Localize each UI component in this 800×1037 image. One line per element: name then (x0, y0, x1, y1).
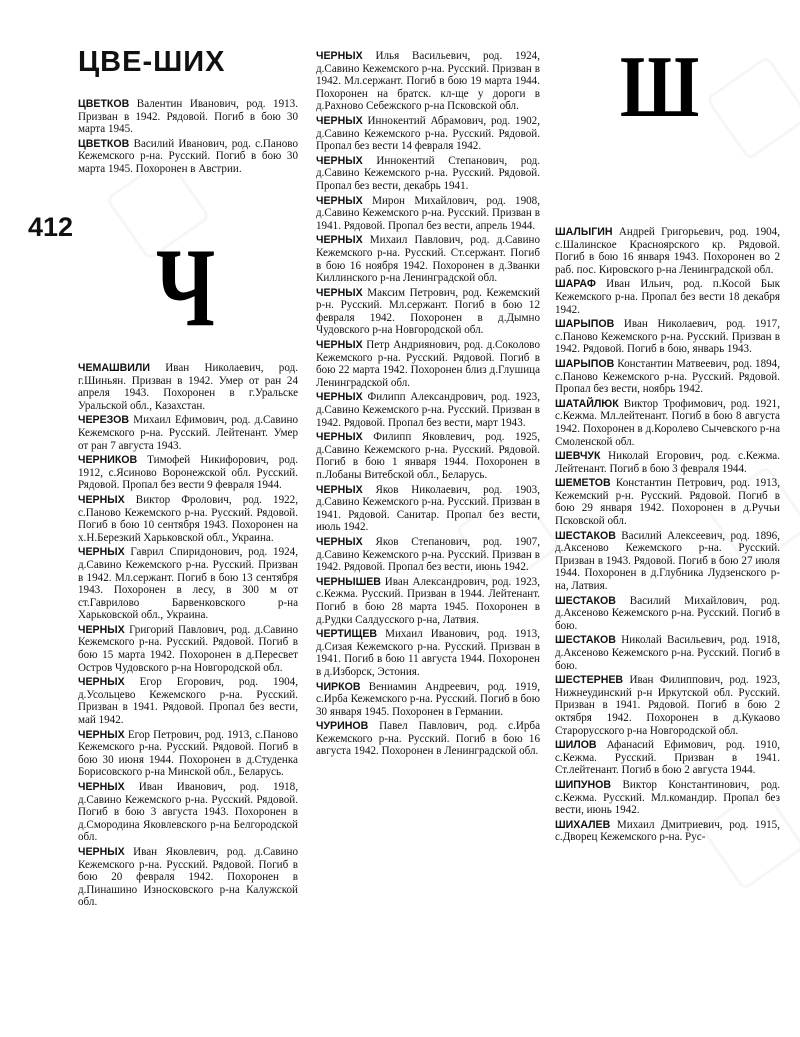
entry-details: Яков Николаевич, род. 1903, д.Савино Кежемского р-на. Русский. Призван в 1941. Рядовой. Санитар. Пропал без вести, июль 1942. (316, 483, 540, 534)
memorial-entry (316, 339, 540, 389)
memorial-entry (78, 546, 298, 622)
entry-surname: ЧЕРНЫХ (316, 50, 363, 62)
entry-details: Константин Матвеевич, род. 1894, с.Паново Кежемского р-на. Русский. Рядовой. Пропал без вести, ноябрь 1942. (555, 357, 780, 396)
entry-surname: ШИПУНОВ (555, 778, 612, 791)
entry-details: Виктор Константинович, род. с.Кежма. Русский. Мл.командир. Пропал без вести, июнь 1942. (555, 778, 780, 817)
entry-details: Андрей Григорьевич, род. 1904, с.Шалинское Красноярского кр. Рядовой. Погиб в бою 16 января 1943. Похоронен во 2 раб. пос. Кировского р-на Ленинградской обл. (555, 226, 780, 276)
memorial-entry (78, 98, 298, 136)
entry-surname: ЧЕРНЫХ (316, 431, 363, 444)
entry-details: Иван Иванович, род. 1918, д.Савино Кежемского р-на. Русский. Рядовой. Погиб в бою 3 августа 1943. Похоронен в д.Смородина Яковлевского р-на Белгородской обл. (78, 781, 298, 844)
column-2 (316, 50, 540, 760)
entry-surname: ЧЕРНЫХ (316, 194, 363, 207)
entry-surname: ЧЕРНЫХ (78, 845, 125, 858)
entry-surname: ЧЕРНЫХ (316, 483, 363, 496)
memorial-entry (555, 450, 780, 475)
entry-details: Вениамин Андреевич, род. 1919, с.Ирба Кежемского р-на. Русский. Погиб в бою 30 января 1945. Похоронен в Германии. (316, 680, 540, 718)
memorial-entry (316, 155, 540, 193)
entry-details: Илья Васильевич, род. 1924, д.Савино Кежемского р-на. Русский. Призван в 1942. Мл.сержант. Погиб в бою 19 марта 1944. Похоронен на братск. кл-ще у дороги в д.Рахново Себежского р-на Псковской обл. (316, 50, 540, 113)
entry-details: Михаил Ефимович, род. д.Савино Кежемского р-на. Русский. Лейтенант. Умер от ран 7 августа 1943. (78, 414, 298, 452)
entry-details: Иннокентий Степанович, род. д.Савино Кежемского р-на. Русский. Рядовой. Пропал без вести, декабрь 1941. (316, 154, 540, 192)
entry-surname: ЧЕРНЫХ (316, 339, 363, 352)
memorial-entry (78, 138, 298, 176)
memorial-entry (555, 530, 780, 593)
entry-details: Петр Андриянович, род. д.Соколово Кежемского р-на. Русский. Рядовой. Погиб в бою 22 марта 1942. Похоронен близ д.Глушица Ленинградской обл. (316, 339, 540, 389)
memorial-entry (555, 595, 780, 633)
entry-details: Иван Николаевич, род. 1917, с.Паново Кежемского р-на. Русский. Призван в 1942. Рядовой. Погиб в бою, январь 1943. (555, 318, 780, 356)
entry-details: Тимофей Никифорович, род. 1912, с.Ясиново Воронежской обл. Русский. Рядовой. Пропал без вести 9 февраля 1944. (78, 454, 298, 492)
memorial-entry (78, 362, 298, 412)
memorial-entry (78, 846, 298, 909)
column-3 (555, 226, 780, 846)
memorial-entry (316, 50, 540, 113)
entry-surname: ШАРЫПОВ (555, 357, 615, 370)
memorial-entry (316, 234, 540, 284)
entry-details: Филипп Александрович, род. 1923, д.Савино Кежемского р-на. Русский. Призван в 1942. Рядовой. Пропал без вести, март 1943. (316, 391, 540, 429)
entry-surname: ЧЕРТИЩЕВ (316, 628, 378, 641)
letter-heading-ch: Ч (156, 226, 216, 350)
page-number: 412 (28, 212, 74, 242)
entry-details: Егор Егорович, род. 1904, д.Усольцево Кежемского р-на. Русский. Призван в 1941. Рядовой. Пропал без вести, май 1942. (78, 676, 298, 727)
entry-details: Иван Яковлевич, род. д.Савино Кежемского р-на. Русский. Рядовой. Погиб в бою 20 февраля 1942. Похоронен в д.Пинашино Износковского р-на Калужской обл. (78, 845, 298, 909)
memorial-entry (555, 674, 780, 737)
entry-details: Иван Николаевич, род. г.Шиньян. Призван в 1942. Умер от ран 24 апреля 1943. Похоронен в г.Уральске Уральской обл., Казахстан. (78, 362, 298, 412)
entry-surname: ШЕВЧУК (555, 450, 601, 463)
entry-surname: ЧЕРНЫХ (316, 234, 363, 247)
entry-surname: ЧЕРНЫХ (316, 286, 363, 299)
entry-details: Филипп Яковлевич, род. 1925, д.Савино Кежемского р-на. Русский. Рядовой. Погиб в бою 1 января 1944. Похоронен в п.Лобаны Витебской обл., Беларусь. (316, 431, 541, 481)
entry-details: Афанасий Ефимович, род. 1910, с.Кежма. Русский. Призван в 1941. Ст.лейтенант. Погиб в бою 2 августа 1944. (555, 739, 780, 777)
memorial-entry (316, 391, 540, 429)
memorial-entry (555, 634, 780, 672)
memorial-entry (78, 454, 298, 492)
entry-details: Валентин Иванович, род. 1913. Призван в 1942. Рядовой. Погиб в бою 30 марта 1945. (78, 98, 298, 136)
entry-details: Максим Петрович, род. Кежемский р-н. Русский. Мл.сержант. Погиб в бою 12 февраля 1942. Похоронен в д.Дымно Чудовского р-на Новгородской обл. (316, 286, 540, 337)
memorial-entry (555, 739, 780, 777)
entry-surname: ШИХАЛЕВ (555, 818, 611, 831)
entry-surname: ШАТАЙЛЮК (555, 397, 619, 410)
entry-surname: ЧЕРНЫХ (78, 546, 125, 559)
entry-details: Григорий Павлович, род. д.Савино Кежемского р-на. Русский. Рядовой. Погиб в бою 15 марта 1942. Похоронен в д.Пересвет Остров Чудовского р-на Новгородской обл. (78, 623, 298, 674)
memorial-entry (555, 477, 780, 527)
entry-details: Михаил Павлович, род. д.Савино Кежемского р-на. Русский. Ст.сержант. Погиб в бою 16 ноября 1942. Похоронен в д.Званки Киллинского р-на Ленинградской обл. (316, 234, 540, 285)
memorial-entry (316, 628, 540, 678)
entry-surname: ЧЕРНЫХ (316, 391, 363, 404)
memorial-entry (316, 484, 540, 534)
entry-surname: ШЕСТАКОВ (555, 634, 616, 647)
memorial-entry (555, 819, 780, 844)
entry-surname: ЧЕРНЫХ (316, 114, 363, 127)
letter-heading-sh: Ш (620, 39, 700, 136)
section-title: ЦВЕ-ШИХ (78, 46, 226, 78)
entry-surname: ЧЕРНИКОВ (78, 454, 138, 467)
entry-details: Павел Павлович, род. с.Ирба Кежемского р-на. Русский. Погиб в бою 16 августа 1942. Похоронен в Ленинградской обл. (316, 720, 540, 758)
entry-details: Василий Иванович, род. с.Паново Кежемского р-на. Русский. Погиб в бою 30 марта 1945. Похоронен в Австрии. (78, 137, 298, 175)
entry-details: Егор Петрович, род. 1913, с.Паново Кежемского р-на. Русский. Рядовой. Погиб в бою 30 июня 1944. Похоронен в д.Студенка Борисовского р-на Минской обл., Беларусь. (78, 728, 298, 779)
column-1-bottom (78, 362, 298, 911)
memorial-entry (78, 494, 298, 544)
entry-details: Константин Петрович, род. 1913, Кежемский р-н. Русский. Рядовой. Погиб в бою 29 января 1942. Похоронен в д.Ручьи Псковской обл. (555, 477, 780, 528)
memorial-entry (316, 576, 540, 626)
entry-details: Иван Филиппович, род. 1923, Нижнеудинский р-н Иркутской обл. Русский. Призван в 1941. Рядовой. Погиб в бою 2 октября 1942. Похоронен в д.Кукаово Старорусского р-на Новгородской обл. (555, 674, 780, 737)
entry-surname: ЧЕРЕЗОВ (78, 414, 130, 427)
memorial-entry (316, 720, 540, 758)
entry-surname: ЧЕРНЫХ (78, 728, 125, 741)
entry-surname: ЧЕРНЫХ (316, 154, 363, 167)
memorial-entry (78, 414, 298, 452)
entry-surname: ЧЕМАШВИЛИ (78, 362, 150, 374)
memorial-entry (316, 195, 540, 233)
entry-surname: ШЕСТЕРНЕВ (555, 674, 624, 687)
entry-details: Виктор Фролович, род. 1922, с.Паново Кежемского р-на. Русский. Рядовой. Погиб в бою 10 сентября 1943. Похоронен на х.Н.Березкий Харьковской обл., Украина. (78, 493, 298, 544)
entry-details: Михаил Иванович, род. 1913, д.Сизая Кежемского р-на. Русский. Призван в 1941. Погиб в бою 11 августа 1944. Похоронен в д.Изборск, Эстония. (316, 628, 540, 678)
memorial-entry (78, 781, 298, 844)
memorial-entry (316, 115, 540, 153)
entry-surname: ЧУРИНОВ (316, 720, 369, 733)
entry-details: Николай Егорович, род. с.Кежма. Лейтенант. Погиб в бою 3 февраля 1944. (555, 450, 780, 475)
entry-details: Иннокентий Абрамович, род. 1902, д.Савино Кежемского р-на. Русский. Рядовой. Пропал без вести 14 февраля 1942. (316, 114, 540, 153)
entry-details: Мирон Михайлович, род. 1908, д.Савино Кежемского р-на. Русский. Призван в 1941. Рядовой. Пропал без вести, апрель 1944. (316, 194, 540, 232)
entry-details: Василий Алексеевич, род. 1896, д.Аксеново Кежемского р-на. Русский. Призван в 1943. Рядовой. Погиб в бою 27 июля 1944. Похоронен в д.Глубника Лудзенского р-на, Латвия. (555, 529, 780, 593)
entry-surname: ЧЕРНЫХ (316, 535, 363, 548)
entry-details: Николай Васильевич, род. 1918, д.Аксеново Кежемского р-на. Русский. Погиб в бою. (555, 634, 780, 672)
memorial-entry (555, 318, 780, 356)
entry-surname: ЧЕРНЫХ (78, 623, 125, 636)
memorial-entry (555, 779, 780, 817)
entry-surname: ЧЕРНЫШЕВ (316, 575, 381, 588)
entry-surname: ШАРАФ (555, 278, 596, 291)
memorial-entry (555, 358, 780, 396)
entry-surname: ШЕСТАКОВ (555, 594, 616, 607)
entry-details: Виктор Трофимович, род. 1921, с.Кежма. Мл.лейтенант. Погиб в бою 8 августа 1942. Похоронен в д.Королево Сычевского р-на Смоленской обл. (555, 397, 780, 448)
memorial-entry (78, 624, 298, 674)
entry-surname: ЦВЕТКОВ (78, 137, 130, 150)
entry-surname: ЧИРКОВ (316, 680, 361, 693)
memorial-entry (555, 278, 780, 316)
entry-details: Иван Ильич, род. п.Косой Бык Кежемского р-на. Пропал без вести 18 декабря 1942. (555, 278, 780, 316)
memorial-entry (555, 398, 780, 448)
memorial-entry (316, 287, 540, 337)
entry-surname: ШЕМЕТОВ (555, 477, 611, 490)
entry-details: Иван Александрович, род. 1923, с.Кежма. Русский. Призван в 1944. Лейтенант. Погиб в бою 28 марта 1945. Похоронен в д.Рудки Салдусского р-на, Латвия. (316, 575, 540, 626)
entry-details: Василий Михайлович, род. д.Аксеново Кежемского р-на. Русский. Погиб в бою. (555, 594, 780, 632)
entry-surname: ЧЕРНЫХ (78, 781, 125, 793)
entry-details: Яков Степанович, род. 1907, д.Савино Кежемского р-на. Русский. Призван в 1942. Рядовой. Пропал без вести, июнь 1942. (316, 535, 540, 574)
entry-details: Гаврил Спиридонович, род. 1924, д.Савино Кежемского р-на. Русский. Призван в 1942. Мл.сержант. Погиб в бою 13 сентября 1943. Похоронен в лесу, в 300 м от ст.Гаврилово Барвенковского р-на Харьковской обл., Украина. (78, 546, 298, 622)
entry-surname: ЧЕРНЫХ (78, 493, 125, 506)
memorial-entry (316, 536, 540, 574)
memorial-entry (316, 681, 540, 719)
entry-surname: ЦВЕТКОВ (78, 98, 130, 110)
entry-surname: ШЕСТАКОВ (555, 529, 616, 542)
entry-surname: ШАЛЫГИН (555, 226, 613, 238)
memorial-entry (316, 431, 540, 481)
memorial-entry (555, 226, 780, 276)
entry-details: Михаил Дмитриевич, род. 1915, с.Дворец Кежемского р-на. Рус- (555, 818, 780, 844)
memorial-entry (78, 729, 298, 779)
entry-surname: ШАРЫПОВ (555, 318, 615, 331)
entry-surname: ЧЕРНЫХ (78, 676, 125, 689)
watermark-star (705, 55, 800, 161)
memorial-entry (78, 676, 298, 726)
column-1-top (78, 98, 298, 178)
entry-surname: ШИЛОВ (555, 739, 597, 752)
